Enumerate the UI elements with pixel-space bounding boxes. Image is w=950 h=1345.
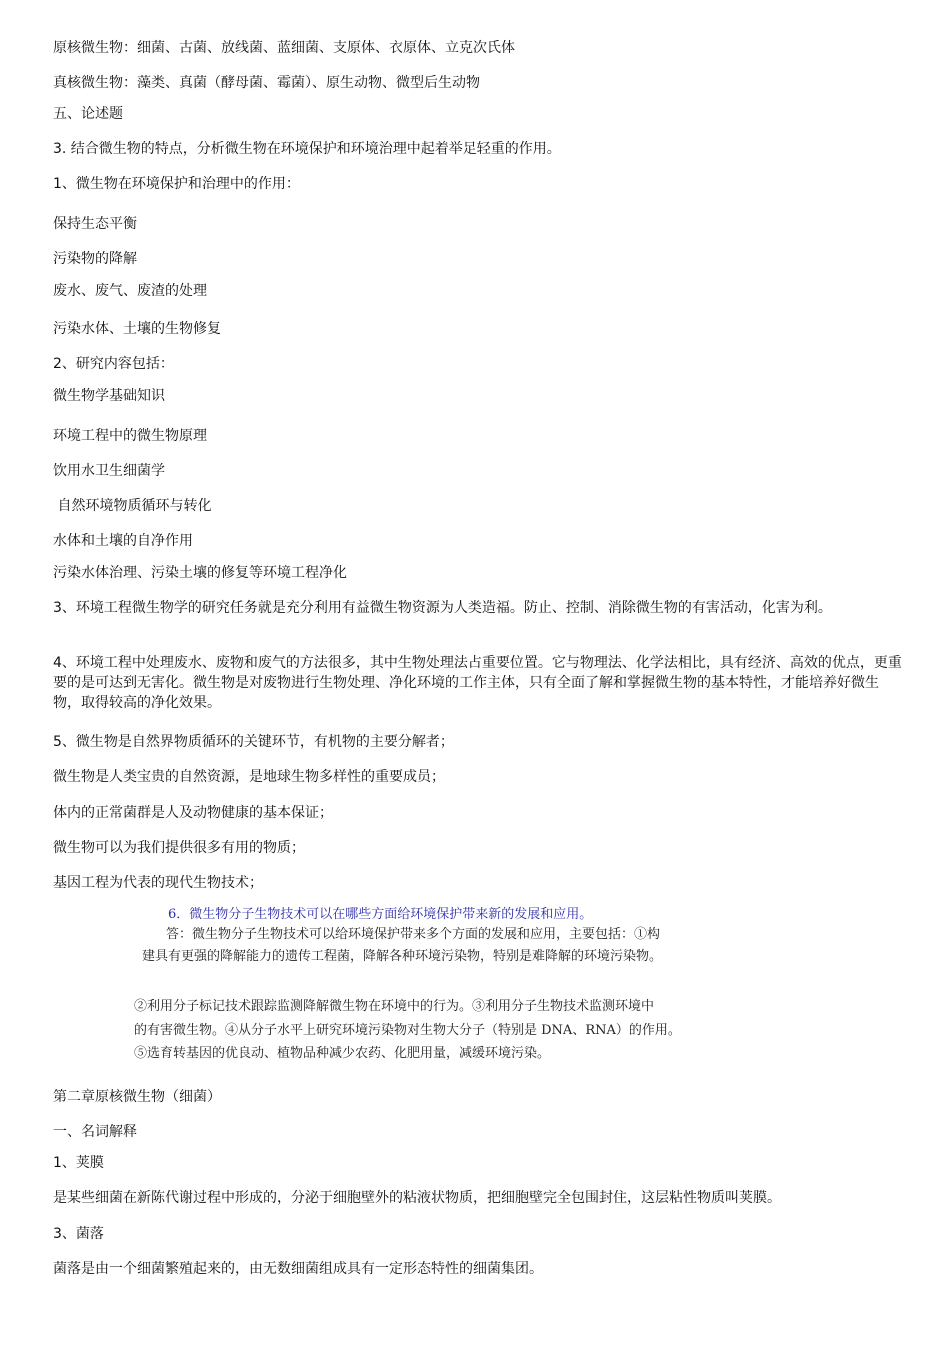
scan-question-6: 6．微生物分子生物技术可以在哪些方面给环境保护带来新的发展和应用。 xyxy=(168,907,593,922)
term-colony: 3、菌落 xyxy=(53,1226,104,1242)
list-item: 污染水体治理、污染土壤的修复等环境工程净化 xyxy=(53,565,347,581)
definition-capsule: 是某些细菌在新陈代谢过程中形成的，分泌于细胞壁外的粘液状物质，把细胞壁完全包围封住，这层粘性物质叫荚膜。 xyxy=(53,1190,781,1206)
scan-answer-line: 答：微生物分子生物技术可以给环境保护带来多个方面的发展和应用，主要包括：①构 xyxy=(166,927,661,942)
list-item: 环境工程中的微生物原理 xyxy=(53,428,207,444)
list-item: 保持生态平衡 xyxy=(53,216,137,232)
list-item: 水体和土壤的自净作用 xyxy=(53,533,193,549)
list-item: 微生物是人类宝贵的自然资源，是地球生物多样性的重要成员； xyxy=(53,769,445,785)
answer-point-3: 3、环境工程微生物学的研究任务就是充分利用有益微生物资源为人类造福。防止、控制、消除微生物的有害活动，化害为利。 xyxy=(53,600,832,616)
definition-colony: 菌落是由一个细菌繁殖起来的，由无数细菌组成具有一定形态特性的细菌集团。 xyxy=(53,1261,543,1277)
question-3: 3. 结合微生物的特点，分析微生物在环境保护和环境治理中起着举足轻重的作用。 xyxy=(53,141,561,157)
eukaryote-line: 真核微生物：藻类、真菌（酵母菌、霉菌）、原生动物、微型后生动物 xyxy=(53,75,480,91)
scan-answer-line: 建具有更强的降解能力的遗传工程菌，降解各种环境污染物，特别是难降解的环境污染物。 xyxy=(142,949,663,964)
list-item: 微生物学基础知识 xyxy=(53,388,165,404)
prokaryote-line: 原核微生物：细菌、古菌、放线菌、蓝细菌、支原体、衣原体、立克次氏体 xyxy=(53,40,515,56)
answer-point-2: 2、研究内容包括： xyxy=(53,356,174,372)
list-item: 体内的正常菌群是人及动物健康的基本保证； xyxy=(53,805,333,821)
answer-point-5: 5、微生物是自然界物质循环的关键环节，有机物的主要分解者； xyxy=(53,734,454,750)
answer-point-4: 4、环境工程中处理废水、废物和废气的方法很多，其中生物处理法占重要位置。它与物理法、化学法相比，具有经济、高效的优点，更重要的是可达到无害化。微生物是对废物进行生物处理、净化环境的工作主体，只有全面了解和掌握微生物的基本特性，才能培养好微生物，取得较高的净化效果。 xyxy=(53,655,902,711)
scan-answer-line: 的有害微生物。④从分子水平上研究环境污染物对生物大分子（特别是 DNA、RNA）的作用。 xyxy=(134,1023,681,1038)
section-heading-essay: 五、论述题 xyxy=(53,106,123,122)
chapter-title: 第二章原核微生物（细菌） xyxy=(53,1089,221,1105)
list-item: 饮用水卫生细菌学 xyxy=(53,463,165,479)
scanned-answer-image xyxy=(130,897,770,1069)
list-item: 微生物可以为我们提供很多有用的物质； xyxy=(53,840,305,856)
scan-answer-line: ⑤选育转基因的优良动、植物品种减少农药、化肥用量，减缓环境污染。 xyxy=(134,1046,551,1061)
list-item: 污染物的降解 xyxy=(53,251,137,267)
list-item: 废水、废气、废渣的处理 xyxy=(53,283,207,299)
list-item: 自然环境物质循环与转化 xyxy=(53,498,212,514)
answer-point-1: 1、微生物在环境保护和治理中的作用： xyxy=(53,176,300,192)
scan-answer-line: ②利用分子标记技术跟踪监测降解微生物在环境中的行为。③利用分子生物技术监测环境中 xyxy=(134,999,655,1014)
term-capsule: 1、荚膜 xyxy=(53,1155,104,1171)
section-heading-terms: 一、名词解释 xyxy=(53,1124,137,1140)
list-item: 污染水体、土壤的生物修复 xyxy=(53,321,221,337)
list-item: 基因工程为代表的现代生物技术； xyxy=(53,875,263,891)
